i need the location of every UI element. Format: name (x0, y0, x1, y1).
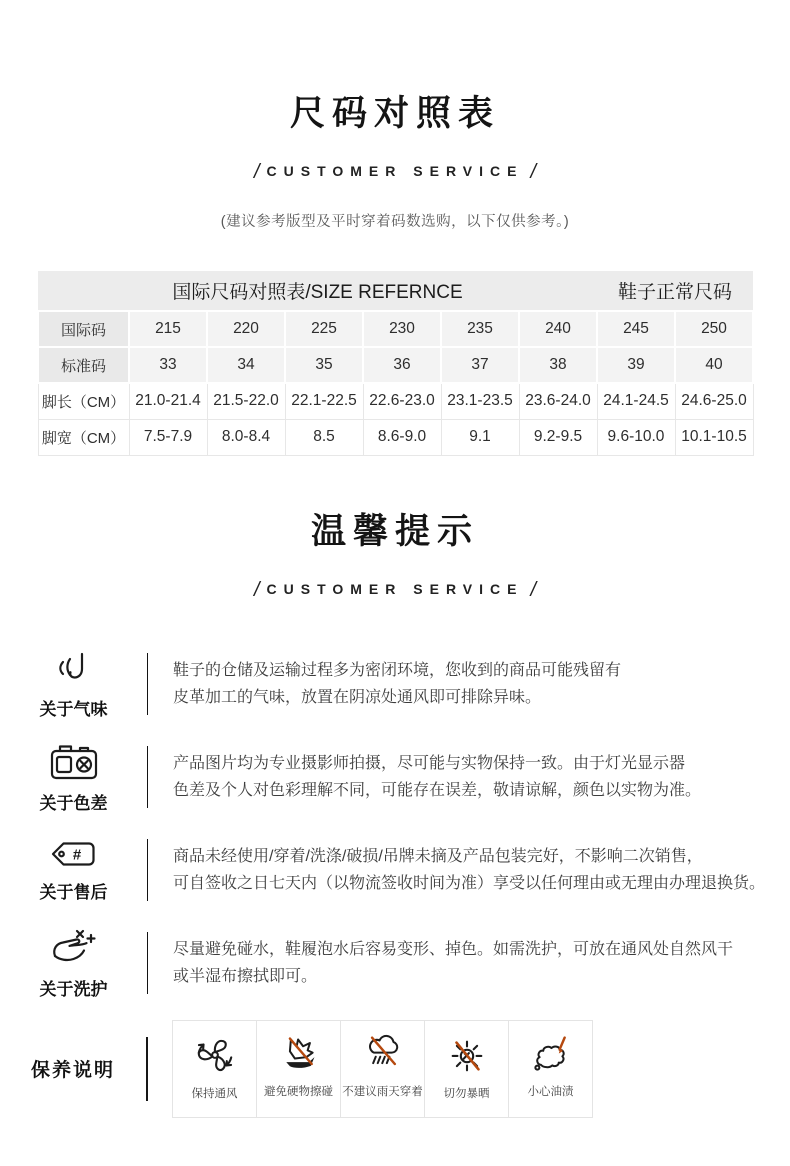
tip-item-aftersales (0, 824, 790, 917)
size-cell: 8.5 (285, 419, 363, 455)
price-tag-icon (49, 837, 99, 871)
tip-item-smell (0, 638, 790, 731)
customer-service-text: CUSTOMER SERVICE (266, 580, 524, 597)
size-cell: 230 (363, 311, 441, 347)
size-cell: 34 (207, 347, 285, 383)
size-advice-note: (建议参考版型及平时穿着码数选购，以下仅供参考。) (220, 214, 570, 230)
size-cell: 245 (597, 311, 675, 347)
size-cell: 24.6-25.0 (675, 383, 753, 419)
svg-text:#: # (72, 846, 81, 864)
size-cell: 9.2-9.5 (519, 419, 597, 455)
care-boxes (173, 1020, 593, 1118)
table-header-right: 鞋子正常尺码 (597, 271, 753, 311)
care-box-label: 不建议雨天穿着 (342, 1085, 423, 1098)
row-label: 脚长（CM） (38, 383, 129, 419)
tip-text (148, 657, 621, 711)
care-box-ventilation (172, 1020, 257, 1118)
size-cell: 22.6-23.0 (363, 383, 441, 419)
row-label: 国际码 (38, 311, 129, 347)
size-chart-title: 尺码对照表 (289, 94, 500, 133)
warm-tips-title: 温馨提示 (310, 511, 479, 551)
care-box-oil-stain (508, 1020, 593, 1118)
size-cell: 23.6-24.0 (519, 383, 597, 419)
size-cell: 21.0-21.4 (129, 383, 207, 419)
table-row (38, 419, 753, 455)
oil-stain-icon (529, 1034, 573, 1074)
tip-label: 关于色差 (39, 794, 108, 813)
table-header-main: 国际尺码对照表/SIZE REFERNCE (38, 271, 597, 311)
row-label: 脚宽（CM） (38, 419, 129, 455)
tip-item-color (0, 731, 790, 824)
tip-icon-col (0, 926, 147, 1000)
table-row (38, 311, 753, 347)
care-box-label: 避免硬物擦碰 (264, 1085, 333, 1098)
size-cell: 24.1-24.5 (597, 383, 675, 419)
no-hard-scrape-icon (277, 1034, 321, 1074)
tip-label: 关于气味 (39, 700, 108, 719)
size-cell: 8.6-9.0 (363, 419, 441, 455)
care-box-no-rain (340, 1020, 425, 1118)
tip-label: 关于洗护 (39, 980, 108, 999)
table-row (38, 383, 753, 419)
size-cell: 220 (207, 311, 285, 347)
size-cell: 22.1-22.5 (285, 383, 363, 419)
customer-service-text: CUSTOMER SERVICE (266, 163, 524, 179)
vertical-divider (146, 1037, 148, 1101)
size-cell: 10.1-10.5 (675, 419, 753, 455)
slash-decoration: / (253, 578, 260, 601)
size-table (37, 271, 754, 456)
camera-icon (49, 740, 99, 782)
warm-tips-section (0, 456, 790, 1118)
customer-service-subtitle (0, 579, 790, 602)
size-cell: 9.1 (441, 419, 519, 455)
care-instructions-row (0, 1020, 790, 1118)
fan-icon (194, 1034, 236, 1076)
care-box-label: 保持通风 (191, 1087, 238, 1100)
tip-text-line: 可自签收之日七天内（以物流签收时间为准）享受以任何理由或无理由办理退换货。 (173, 875, 766, 892)
size-cell: 235 (441, 311, 519, 347)
nose-smell-icon (52, 648, 96, 688)
size-cell: 40 (675, 347, 753, 383)
tip-text-line: 皮革加工的气味，放置在阴凉处通风即可排除异味。 (173, 689, 542, 706)
size-cell: 225 (285, 311, 363, 347)
size-cell: 215 (129, 311, 207, 347)
tip-icon-col (0, 648, 147, 720)
size-chart-section (0, 0, 790, 456)
customer-service-subtitle (0, 161, 790, 184)
tip-text-line: 鞋子的仓储及运输过程多为密闭环境，您收到的商品可能残留有 (173, 662, 622, 679)
tip-text-line: 尽量避免碰水，鞋履泡水后容易变形、掉色。如需洗护，可放在通风处自然风干 (173, 941, 734, 958)
table-row (38, 347, 753, 383)
tip-label: 关于售后 (39, 883, 108, 902)
size-cell: 35 (285, 347, 363, 383)
size-cell: 39 (597, 347, 675, 383)
care-box-no-scrape (256, 1020, 341, 1118)
tip-text (148, 843, 765, 897)
size-cell: 21.5-22.0 (207, 383, 285, 419)
tip-icon-col (0, 740, 147, 814)
size-cell: 33 (129, 347, 207, 383)
no-sun-icon (446, 1034, 488, 1076)
tip-icon-col (0, 837, 147, 903)
tip-text-line: 色差及个人对色彩理解不同，可能存在误差，敬请谅解，颜色以实物为准。 (173, 782, 702, 799)
tip-text-line: 或半湿布擦拭即可。 (173, 968, 318, 985)
size-cell: 23.1-23.5 (441, 383, 519, 419)
size-cell: 240 (519, 311, 597, 347)
size-cell: 38 (519, 347, 597, 383)
row-label: 标准码 (38, 347, 129, 383)
size-cell: 36 (363, 347, 441, 383)
slash-decoration: / (530, 161, 537, 183)
no-rain-icon (361, 1034, 405, 1074)
size-cell: 8.0-8.4 (207, 419, 285, 455)
care-box-label: 小心油渍 (527, 1085, 574, 1098)
care-box-no-sun (424, 1020, 509, 1118)
tip-item-washing (0, 917, 790, 1010)
care-box-label: 切勿暴晒 (443, 1087, 490, 1100)
size-cell: 250 (675, 311, 753, 347)
care-label: 保养说明 (30, 1060, 115, 1081)
tips-list (0, 638, 790, 1010)
hand-wash-icon (49, 926, 99, 968)
tip-text-line: 产品图片均为专业摄影师拍摄，尽可能与实物保持一致。由于灯光显示器 (173, 755, 686, 772)
tip-text-line: 商品未经使用/穿着/洗涤/破损/吊牌未摘及产品包装完好，不影响二次销售， (173, 848, 703, 865)
size-cell: 37 (441, 347, 519, 383)
table-header-row (38, 271, 753, 311)
slash-decoration: / (253, 161, 260, 183)
size-cell: 9.6-10.0 (597, 419, 675, 455)
size-cell: 7.5-7.9 (129, 419, 207, 455)
slash-decoration: / (530, 578, 537, 601)
tip-text (148, 936, 733, 990)
tip-text (148, 750, 701, 804)
